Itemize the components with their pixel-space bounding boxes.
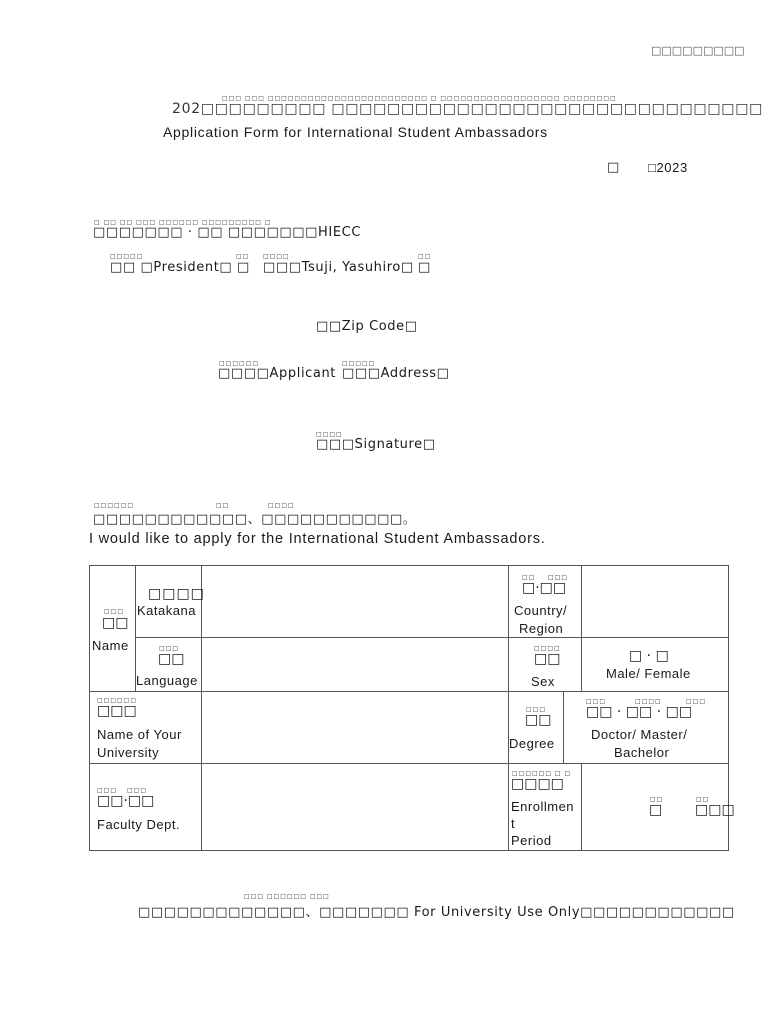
title-en: Application Form for International Student Ambassadors bbox=[163, 124, 548, 140]
president-name: □□□Tsuji, Yasuhiro□ bbox=[263, 260, 414, 275]
faculty-label-cell bbox=[90, 764, 201, 850]
sex-ruby: □□□□ bbox=[534, 645, 561, 652]
form-code: □□□□□□□□□ bbox=[651, 44, 745, 57]
degree-en: Degree bbox=[509, 736, 555, 751]
date-year: □2023 bbox=[648, 160, 688, 175]
statement-jp: □□□□□□□□□□□□、□□□□□□□□□□□。 bbox=[93, 512, 417, 527]
degree-ruby: □□□ bbox=[526, 706, 547, 713]
application-table bbox=[89, 565, 735, 851]
enrollment-label-cell bbox=[509, 764, 581, 850]
name-ruby: □□□ bbox=[104, 608, 125, 615]
sex-selector[interactable] bbox=[582, 638, 728, 691]
signature-ruby: □□□□ bbox=[316, 431, 343, 438]
date-era: □ bbox=[607, 160, 620, 175]
country-en-1: Country/ bbox=[514, 603, 568, 618]
university-ruby: □□□□□□ bbox=[97, 697, 138, 704]
honorific-mark-1: □ bbox=[237, 260, 250, 275]
enrollment-en-3: Period bbox=[511, 833, 552, 848]
university-en-2: University bbox=[97, 745, 160, 760]
name-en: Name bbox=[92, 638, 129, 653]
signature-label: □□□Signature□ bbox=[316, 437, 436, 452]
university-jp: □□□ bbox=[97, 703, 137, 719]
country-en-2: Region bbox=[519, 621, 564, 636]
address-ruby: □□□□□ bbox=[342, 360, 376, 367]
footer-university-use-only: □□□□□□□□□□□□□、□□□□□□□ For University Use Only□□□□□□□□□□□□ bbox=[138, 905, 735, 920]
country-input[interactable] bbox=[582, 566, 728, 637]
faculty-jp: □□·□□ bbox=[97, 793, 155, 809]
enrollment-month-unit: □□□ bbox=[695, 802, 735, 818]
faculty-en: Faculty Dept. bbox=[97, 817, 181, 832]
organization-name: □□□□□□□ · □□ □□□□□□□HIECC bbox=[93, 225, 362, 240]
president-ruby: □□□□□ bbox=[110, 253, 144, 260]
katakana-input[interactable] bbox=[202, 566, 508, 637]
katakana-label-cell bbox=[136, 566, 205, 637]
title-ruby: □□□ □□□ □□□□□□□□□□□□□□□□□□□□□□□□ □ □□□□□□□□□□□□□□□□□□ □□□□□□□□ bbox=[222, 95, 617, 102]
degree-ruby-bachelor: □□□ bbox=[686, 698, 707, 705]
enrollment-en-2: t bbox=[511, 816, 516, 831]
country-ruby-1: □□ bbox=[522, 574, 536, 581]
honorific-mark-2: □ bbox=[418, 260, 431, 275]
name-label-cell bbox=[90, 566, 135, 691]
address-label: □□□Address□ bbox=[342, 366, 450, 381]
footer-ruby: □□□ □□□□□□ □□□ bbox=[244, 893, 330, 900]
country-ruby-2: □□□ bbox=[548, 574, 569, 581]
language-input[interactable] bbox=[202, 638, 508, 691]
enrollment-jp: □□□□ bbox=[511, 776, 564, 792]
degree-options-en-2: Bachelor bbox=[614, 745, 670, 760]
zip-code-label: □□Zip Code□ bbox=[316, 319, 418, 334]
faculty-ruby-1: □□□ bbox=[97, 787, 118, 794]
enrollment-ruby-a: □□ bbox=[650, 796, 664, 803]
country-jp: □·□□ bbox=[522, 580, 567, 596]
applicant-ruby: □□□□□□ bbox=[219, 360, 260, 367]
language-en: Language bbox=[136, 673, 198, 688]
degree-jp: □□ bbox=[525, 712, 552, 728]
country-label-cell bbox=[509, 566, 581, 637]
statement-ruby-a: □□□□□□ bbox=[94, 502, 135, 509]
enrollment-period-input[interactable] bbox=[582, 764, 735, 850]
faculty-ruby-2: □□□ bbox=[127, 787, 148, 794]
degree-selector[interactable] bbox=[564, 692, 728, 763]
applicant-label: □□□□Applicant bbox=[218, 366, 337, 381]
university-en-1: Name of Your bbox=[97, 727, 182, 742]
title-jp: 202□□□□□□□□□ □□□□□□□□□□□□□□□□□□□□□□□□□□□□□□□ bbox=[172, 101, 764, 117]
enrollment-en-1: Enrollmen bbox=[511, 799, 575, 814]
sex-en: Sex bbox=[531, 674, 555, 689]
honorific-ruby-1: □□ bbox=[236, 253, 250, 260]
sex-options-jp[interactable]: □ · □ bbox=[629, 648, 669, 664]
katakana-jp: □□□□ bbox=[148, 586, 205, 602]
university-input[interactable] bbox=[202, 692, 508, 763]
degree-label-cell bbox=[509, 692, 563, 763]
degree-options-jp[interactable]: □□ · □□ · □□ bbox=[586, 704, 693, 720]
university-label-cell bbox=[90, 692, 201, 763]
sex-label-cell bbox=[509, 638, 581, 691]
name-jp: □□ bbox=[102, 615, 129, 631]
language-jp: □□ bbox=[158, 651, 185, 667]
org-ruby: □ □□ □□ □□□ □□□□□□ □□□□□□□□□ □ bbox=[94, 219, 272, 226]
honorific-ruby-2: □□ bbox=[418, 253, 432, 260]
sex-options-en: Male/ Female bbox=[606, 666, 691, 681]
degree-ruby-master: □□□□ bbox=[635, 698, 662, 705]
enrollment-year-unit: □ bbox=[649, 802, 663, 818]
president-label: □□ □President□ bbox=[110, 260, 233, 275]
statement-ruby-b: □□ bbox=[216, 502, 230, 509]
sex-jp: □□ bbox=[534, 651, 561, 667]
language-ruby: □□□ bbox=[159, 645, 180, 652]
degree-ruby-doctor: □□□ bbox=[586, 698, 607, 705]
katakana-en: Katakana bbox=[137, 603, 196, 618]
president-name-ruby: □□□□ bbox=[263, 253, 290, 260]
faculty-input[interactable] bbox=[202, 764, 508, 850]
language-label-cell bbox=[136, 638, 201, 691]
enrollment-ruby: □□□□□□ □ □ bbox=[512, 770, 572, 777]
statement-en: I would like to apply for the International Student Ambassadors. bbox=[89, 531, 546, 547]
statement-ruby-c: □□□□ bbox=[268, 502, 295, 509]
table-border-bottom bbox=[89, 850, 729, 851]
degree-options-en-1: Doctor/ Master/ bbox=[591, 727, 688, 742]
enrollment-ruby-b: □□ bbox=[696, 796, 710, 803]
